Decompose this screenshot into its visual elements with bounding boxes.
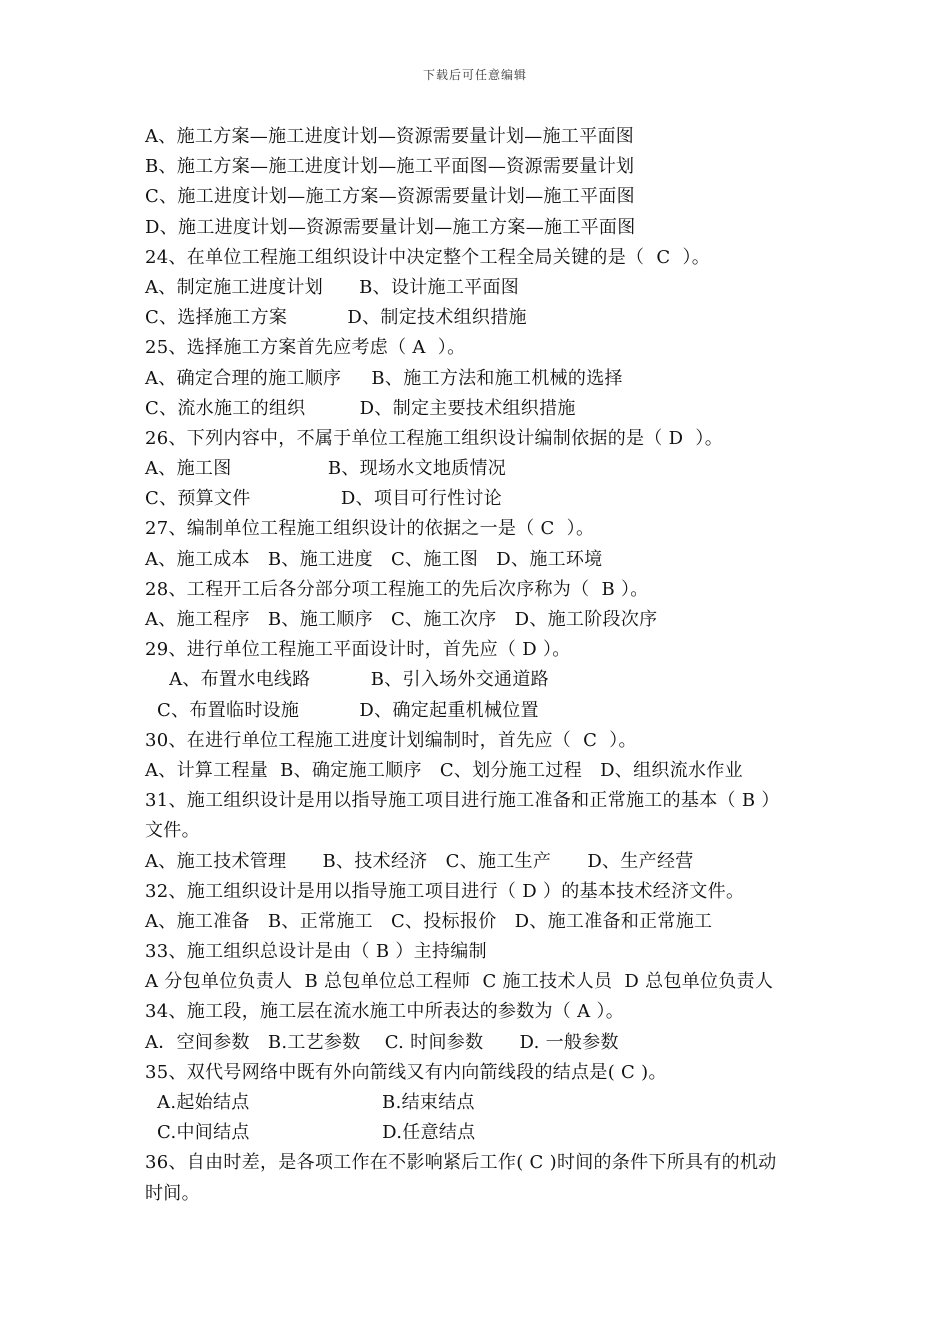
- option-line: A、施工图 B、现场水文地质情况: [145, 458, 507, 480]
- question-26: 26、下列内容中，不属于单位工程施工组织设计编制依据的是（ D ）。: [145, 427, 723, 449]
- question-29: 29、进行单位工程施工平面设计时，首先应（ D ）。: [145, 639, 571, 661]
- option-line: A、制定施工进度计划 B、设计施工平面图: [145, 276, 520, 298]
- option-line: C、流水施工的组织 D、制定主要技术组织措施: [145, 397, 576, 419]
- question-31-continued: 文件。: [145, 820, 200, 842]
- option-line: A、施工成本 B、施工进度 C、施工图 D、施工环境: [145, 548, 603, 570]
- option-line: A、布置水电线路 B、引入场外交通道路: [145, 669, 549, 691]
- option-line: A．空间参数 B.工艺参数 C. 时间参数 D. 一般参数: [145, 1031, 619, 1053]
- option-line: D、施工进度计划—资源需要量计划—施工方案—施工平面图: [145, 216, 636, 238]
- question-content: [145, 122, 825, 1209]
- question-30: 30、在进行单位工程施工进度计划编制时，首先应（ C ）。: [145, 729, 637, 751]
- page-header: 下载后可任意编辑: [422, 68, 527, 82]
- question-31: 31、施工组织设计是用以指导施工项目进行施工准备和正常施工的基本（ B ）: [145, 790, 780, 812]
- option-line: A.起始结点 B.结束结点: [145, 1092, 475, 1113]
- option-line: A、施工技术管理 B、技术经济 C、施工生产 D、生产经营: [145, 850, 694, 872]
- question-35: 35、双代号网络中既有外向箭线又有内向箭线段的结点是( C )。: [145, 1061, 667, 1083]
- question-27: 27、编制单位工程施工组织设计的依据之一是（ C ）。: [145, 518, 595, 540]
- question-34: 34、施工段，施工层在流水施工中所表达的参数为（ A ）。: [145, 1001, 625, 1023]
- question-28: 28、工程开工后各分部分项工程施工的先后次序称为（ B ）。: [145, 578, 649, 600]
- option-line: C、布置临时设施 D、确定起重机械位置: [145, 699, 539, 721]
- option-line: C.中间结点 D.任意结点: [145, 1122, 476, 1144]
- option-line: B、施工方案—施工进度计划—施工平面图—资源需要量计划: [145, 156, 635, 178]
- option-line: A、施工准备 B、正常施工 C、投标报价 D、施工准备和正常施工: [145, 910, 713, 932]
- question-36: 36、自由时差，是各项工作在不影响紧后工作( C )时间的条件下所具有的机动: [145, 1152, 777, 1174]
- option-line: A、施工方案—施工进度计划—资源需要量计划—施工平面图: [145, 126, 635, 147]
- question-24: 24、在单位工程施工组织设计中决定整个工程全局关键的是（ C ）。: [145, 246, 711, 268]
- question-36-continued: 时间。: [145, 1182, 200, 1204]
- option-line: C、施工进度计划—施工方案—资源需要量计划—施工平面图: [145, 186, 635, 208]
- question-25: 25、选择施工方案首先应考虑（ A ）。: [145, 337, 466, 359]
- option-line: A、确定合理的施工顺序 B、施工方法和施工机械的选择: [145, 367, 623, 389]
- option-line: C、预算文件 D、项目可行性讨论: [145, 488, 503, 510]
- option-line: C、选择施工方案 D、制定技术组织措施: [145, 307, 527, 329]
- option-line: A、施工程序 B、施工顺序 C、施工次序 D、施工阶段次序: [145, 609, 658, 630]
- question-32: 32、施工组织设计是用以指导施工项目进行（ D ）的基本技术经济文件。: [145, 880, 745, 902]
- option-line: A、计算工程量 B、确定施工顺序 C、划分施工过程 D、组织流水作业: [145, 759, 743, 781]
- option-line: A 分包单位负责人 B 总包单位总工程师 C 施工技术人员 D 总包单位负责人: [145, 971, 774, 993]
- question-33: 33、施工组织总设计是由（ B ）主持编制: [145, 941, 487, 963]
